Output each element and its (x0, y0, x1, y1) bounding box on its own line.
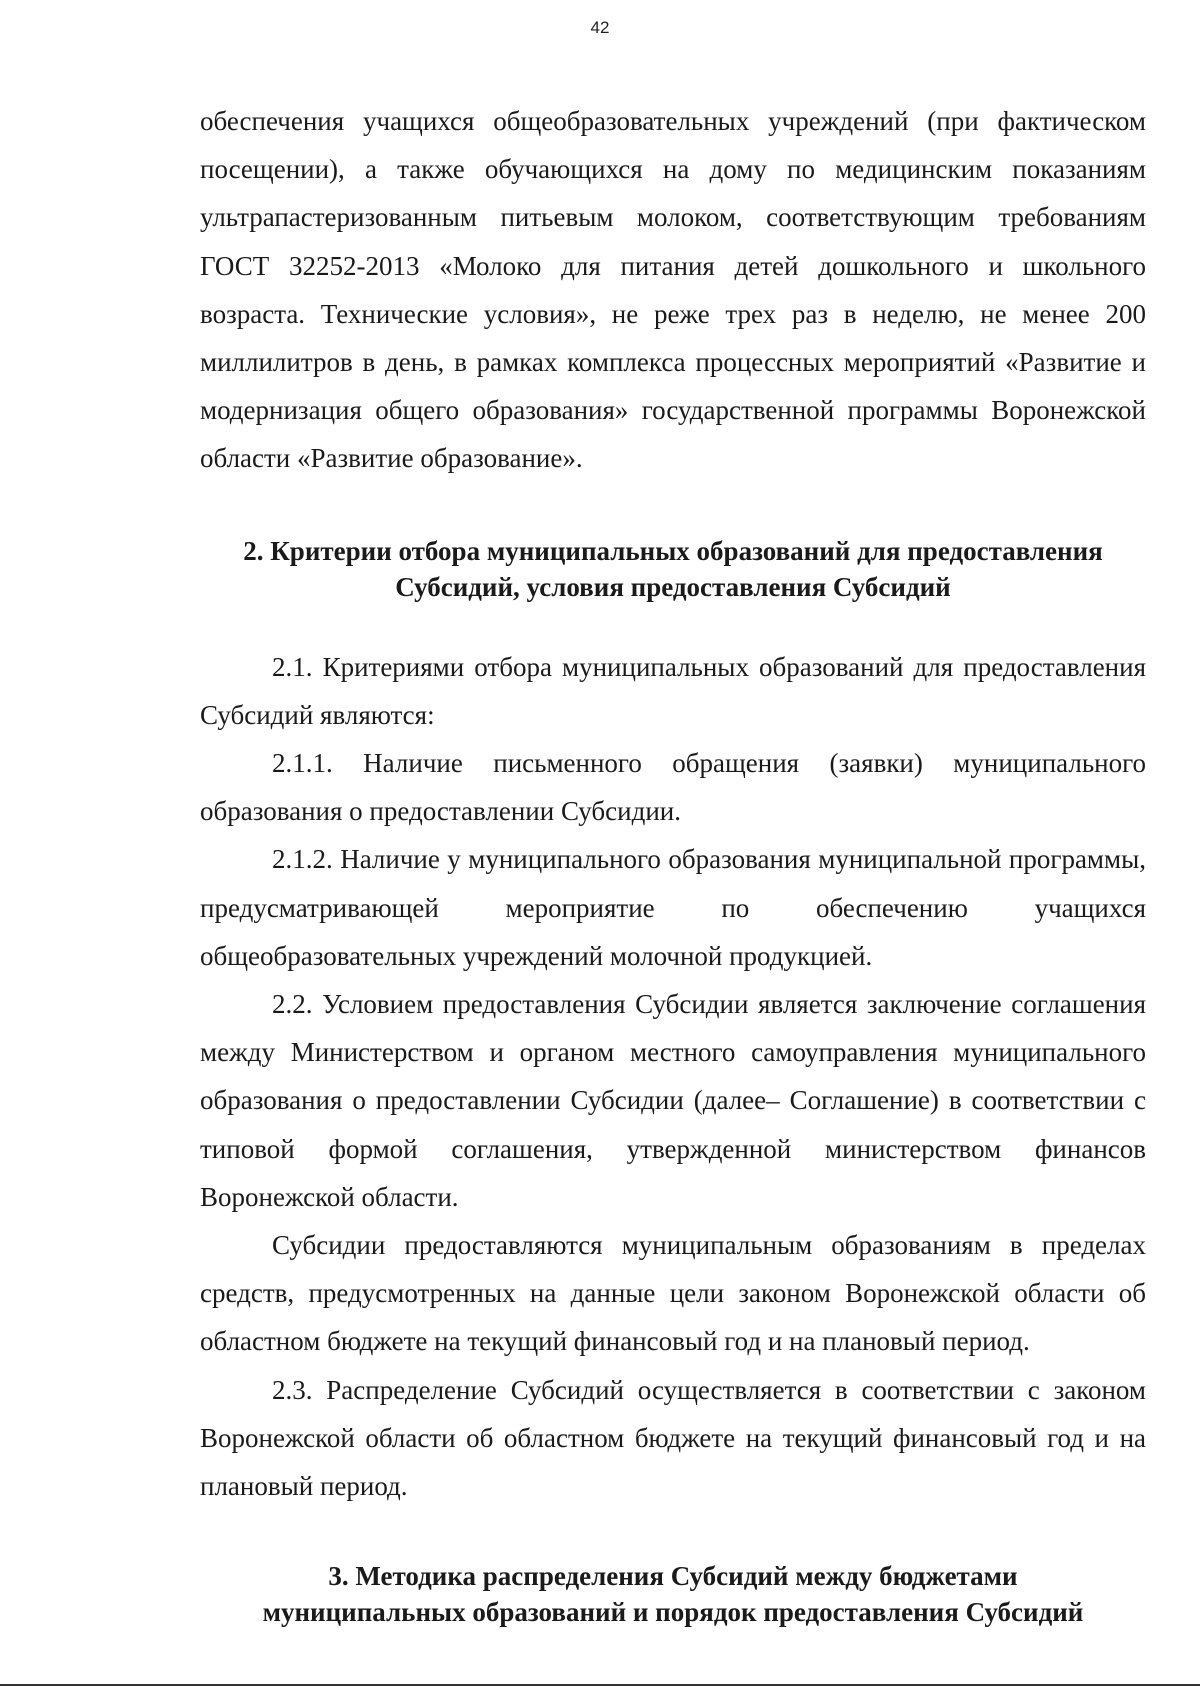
paragraph-2-3: 2.3. Распределение Субсидий осуществляется в соответствии с законом Воронежской области об областном бюджете на текущий финансовый год и на плановый период. (200, 1374, 1146, 1502)
paragraph-2-1-2: 2.1.2. Наличие у муниципального образования муниципальной программы, предусматривающей мероприятие по обеспечению учащихся общеобразовательных учреждений молочной продукцией. (200, 844, 1146, 971)
paragraph-subsidy-limits: Субсидии предоставляются муниципальным образованиям в пределах средств, предусмотренных на данные цели законом Воронежской области об областном бюджете на текущий финансовый год и на плановый период. (200, 1230, 1146, 1357)
section-3-heading-line-1: 3. Методика распределения Субсидий между бюджетами (328, 1561, 1018, 1592)
section-2-heading-line-1: 2. Критерии отбора муниципальных образований для предоставления (243, 535, 1103, 566)
section-3-heading (200, 1558, 1146, 1630)
paragraph-2-2: 2.2. Условием предоставления Субсидии является заключение соглашения между Министерством и органом местного самоуправления муниципального образования о предоставлении Субсидии (далее– Соглашение) в соответствии с типовой формой соглашения, утвержденной министерством финансов Воронежской области. (200, 989, 1146, 1212)
paragraph-2-1: 2.1. Критериями отбора муниципальных образований для предоставления Субсидий являются: (200, 651, 1146, 730)
section-2-heading (200, 533, 1146, 605)
bottom-rule (0, 1684, 1200, 1686)
document-body (200, 97, 1146, 1630)
page-number: 42 (590, 18, 610, 37)
paragraph-2-1-1: 2.1.1. Наличие письменного обращения (заявки) муниципального образования о предоставлении Субсидии. (200, 748, 1146, 827)
section-3-heading-line-2: муниципальных образований и порядок предоставления Субсидий (262, 1597, 1084, 1628)
opening-paragraph: обеспечения учащихся общеобразовательных учреждений (при фактическом посещении), а также обучающихся на дому по медицинским показаниям ультрапастеризованным питьевым молоком, соответствующим требованиям ГОСТ 32252-2013 «Молоко для питания детей дошкольного и школьного возраста. Технические условия», не реже трех раз в неделю, не менее 200 миллилитров в день, в рамках комплекса процессных мероприятий «Развитие и модернизация общего образования» государственной программы Воронежской области «Развитие образование». (200, 106, 1146, 474)
section-2-heading-line-2: Субсидий, условия предоставления Субсидий (395, 571, 951, 602)
